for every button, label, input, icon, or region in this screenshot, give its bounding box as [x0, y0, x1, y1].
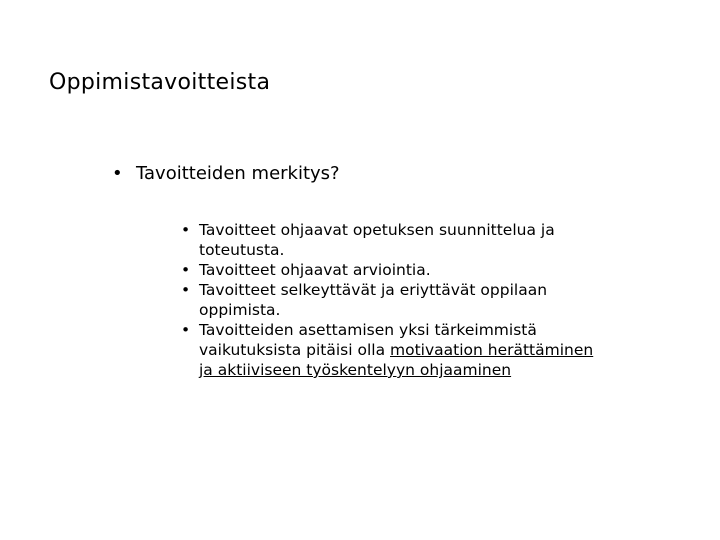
sub-bullet-list — [181, 220, 681, 380]
list-item — [181, 260, 681, 280]
underlined-text: motivaation herättäminen — [390, 341, 594, 359]
list-item-line: Tavoitteiden asettamisen yksi tärkeimmistä — [199, 321, 537, 339]
list-item-text — [199, 220, 674, 260]
bullet-icon: • — [112, 163, 123, 184]
list-item-line: toteutusta. — [199, 241, 285, 259]
list-item-line: Tavoitteet ohjaavat opetuksen suunnittelua ja — [199, 221, 555, 239]
bullet-icon: • — [181, 281, 191, 299]
bullet-icon: • — [181, 321, 191, 339]
list-item-line: vaikutuksista pitäisi olla — [199, 341, 390, 359]
list-item — [181, 280, 681, 320]
main-bullet-text: Tavoitteiden merkitys? — [136, 163, 340, 184]
list-item-line: Tavoitteet selkeyttävät ja eriyttävät oppilaan — [199, 281, 548, 299]
list-item — [181, 320, 681, 380]
main-bullet-item — [112, 163, 340, 184]
underlined-text: ja aktiiviseen työskentelyyn ohjaaminen — [199, 361, 512, 379]
list-item-text — [199, 320, 674, 380]
list-item-line: Tavoitteet ohjaavat arviointia. — [199, 261, 431, 279]
list-item-line: oppimista. — [199, 301, 281, 319]
slide-title: Oppimistavoitteista — [49, 70, 271, 95]
bullet-icon: • — [181, 221, 191, 239]
list-item — [181, 220, 681, 260]
list-item-text — [199, 280, 674, 320]
list-item-text — [199, 260, 674, 280]
bullet-icon: • — [181, 261, 191, 279]
